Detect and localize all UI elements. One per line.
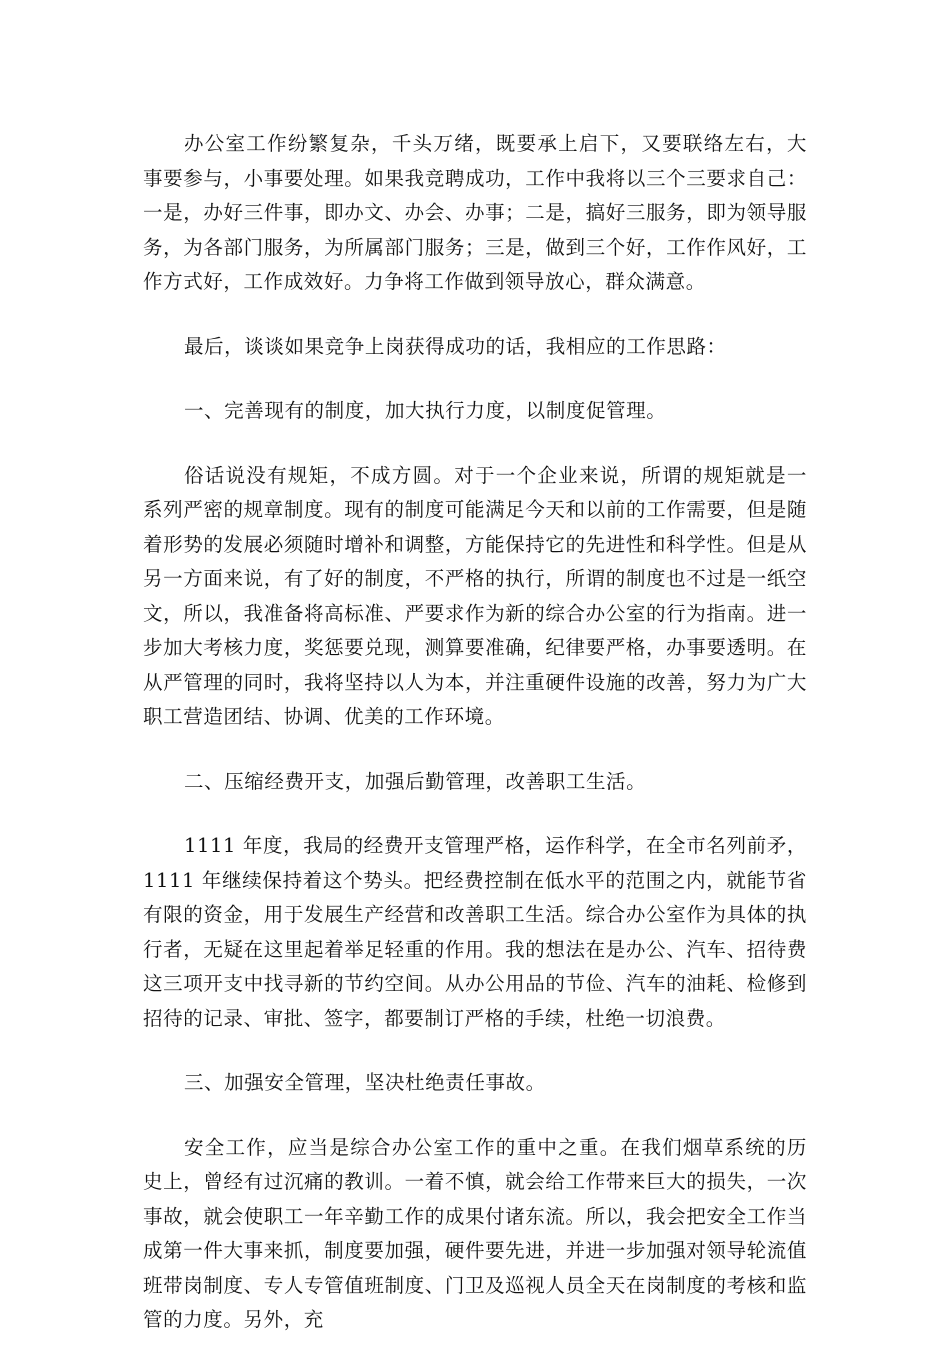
section-heading-3: 三、加强安全管理，坚决杜绝责任事故。 xyxy=(183,1071,546,1094)
paragraph-safety: 安全工作，应当是综合办公室工作的重中之重。在我们烟草系统的历史上，曾经有过沉痛的教训。一着不慎，就会给工作带来巨大的损失，一次事故，就会使职工一年辛勤工作的成果付诸东流。所以，我会把安全工作当成第一件大事来抓，制度要加强，硬件要先进，并进一步加强对领导轮流值班带岗制度、专人专管值班制度、门卫及巡视人员全天在岗制度的考核和监管的力度。另外，充 xyxy=(143,1135,807,1331)
document-body xyxy=(143,127,807,1368)
section-heading-2: 二、压缩经费开支，加强后勤管理，改善职工生活。 xyxy=(183,769,647,793)
paragraph-intro-ideas: 最后，谈谈如果竞争上岗获得成功的话，我相应的工作思路： xyxy=(183,334,727,358)
section-heading-1: 一、完善现有的制度，加大执行力度，以制度促管理。 xyxy=(183,399,667,422)
paragraph-expenses: 1111 年度，我局的经费开支管理严格，运作科学，在全市名列前矛，1111 年继续保持着这个势头。把经费控制在低水平的范围之内，就能节省有限的资金，用于发展生产经营和改善职工生活。综合办公室作为具体的执行者，无疑在这里起着举足轻重的作用。我的想法在是办公、汽车、招待费这三项开支中找寻新的节约空间。从办公用品的节俭、汽车的油耗、检修到招待的记录、审批、签字，都要制订严格的手续，杜绝一切浪费。 xyxy=(143,834,807,1030)
paragraph-rules: 俗话说没有规矩，不成方圆。对于一个企业来说，所谓的规矩就是一系列严密的规章制度。现有的制度可能满足今天和以前的工作需要，但是随着形势的发展必须随时增补和调整，方能保持它的先进性和科学性。但是从另一方面来说，有了好的制度，不严格的执行，所谓的制度也不过是一纸空文，所以，我准备将高标准、严要求作为新的综合办公室的行为指南。进一步加大考核力度，奖惩要兑现，测算要准确，纪律要严格，办事要透明。在从严管理的同时，我将坚持以人为本，并注重硬件设施的改善，努力为广大职工营造团结、协调、优美的工作环境。 xyxy=(143,463,807,728)
paragraph-duties: 办公室工作纷繁复杂，千头万绪，既要承上启下，又要联络左右，大事要参与，小事要处理。如果我竞聘成功，工作中我将以三个三要求自己：一是，办好三件事，即办文、办会、办事；二是，搞好三服务，即为领导服务，为各部门服务，为所属部门服务；三是，做到三个好，工作作风好，工作方式好，工作成效好。力争将工作做到领导放心，群众满意。 xyxy=(143,132,807,293)
